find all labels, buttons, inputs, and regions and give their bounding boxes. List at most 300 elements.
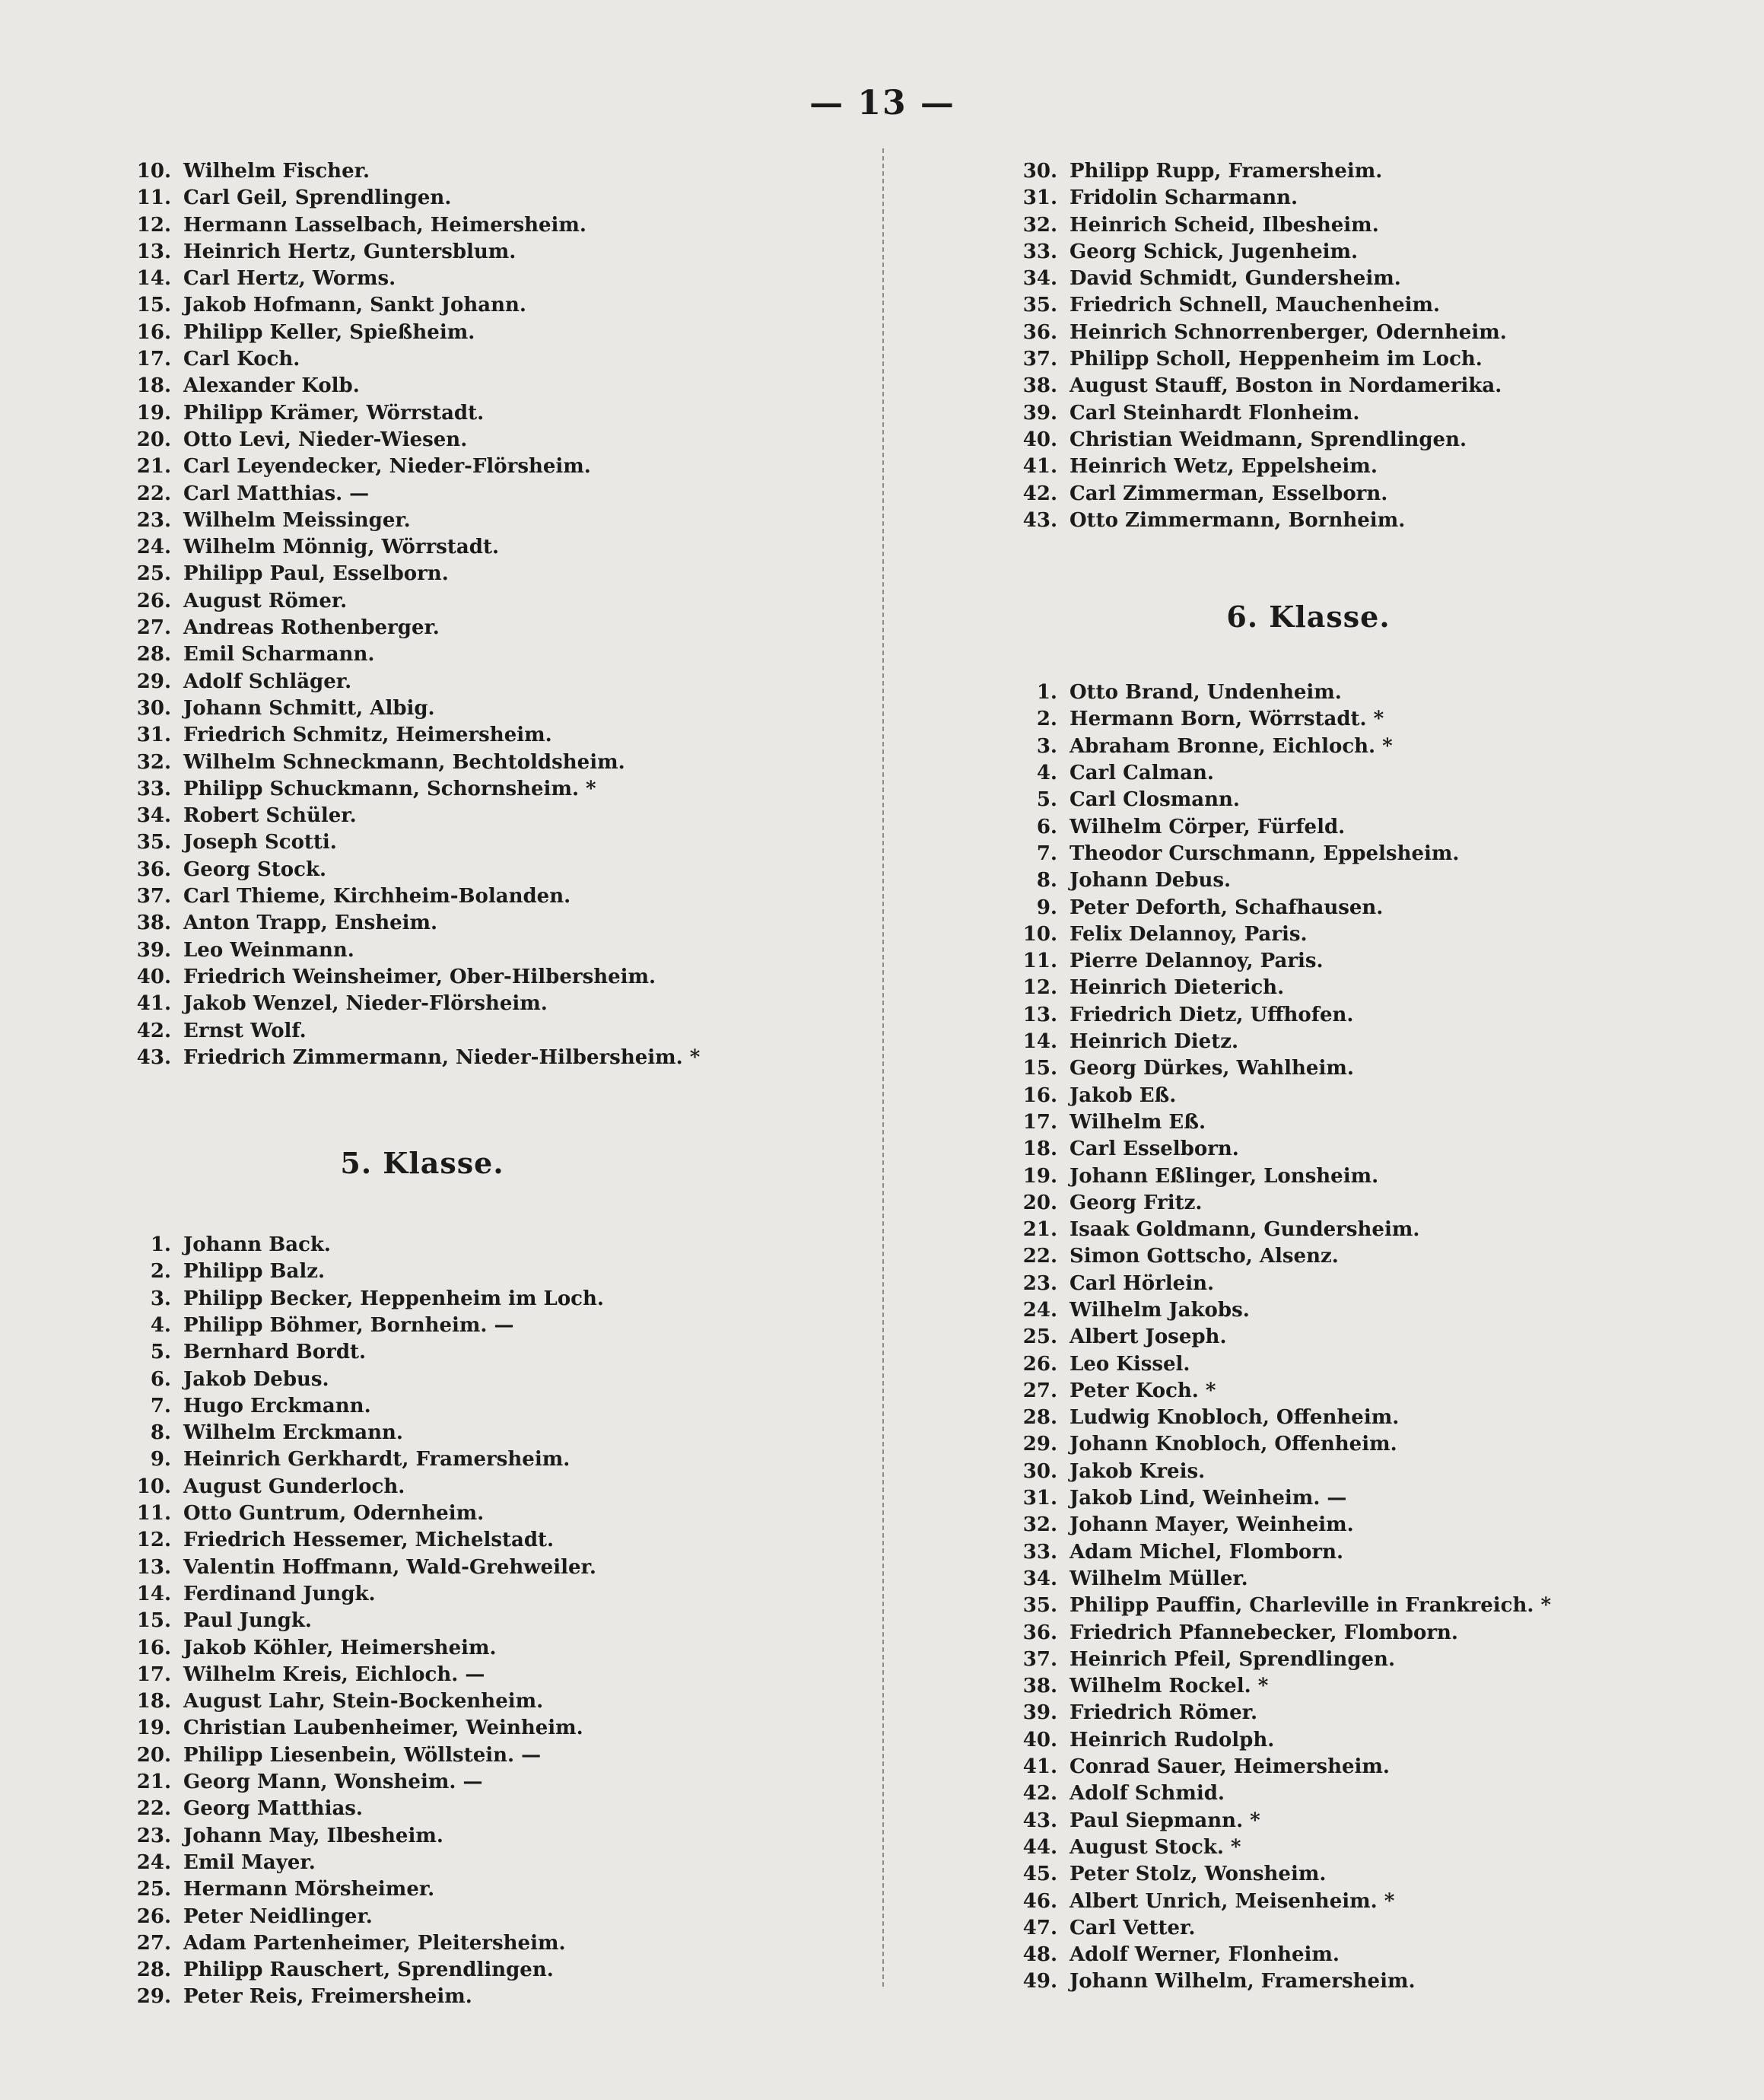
student-name: Otto Guntrum, Odernheim. [183,1502,485,1526]
student-entry [118,857,848,883]
student-entry [1004,1888,1750,1915]
student-name: August Stauff, Boston in Nordamerika. [1070,374,1502,398]
student-name: Abraham Bronne, Eichloch. * [1070,734,1393,758]
entry-number: 18. [136,374,171,398]
student-entry [1004,1029,1750,1055]
entry-number: 17. [136,1662,171,1686]
student-entry [1004,1459,1750,1485]
entry-number: 15. [1022,1057,1057,1080]
student-entry [1004,1109,1750,1136]
student-entry [1004,239,1750,266]
student-entry [118,1984,848,2010]
student-entry [118,1232,848,1258]
student-entry [1004,841,1750,867]
entry-number: 41. [1022,1755,1057,1779]
student-name: Paul Siepmann. * [1070,1809,1260,1832]
student-entry [118,212,848,239]
student-name: Philipp Scholl, Heppenheim im Loch. [1070,348,1483,371]
student-name: Otto Levi, Nieder-Wiesen. [183,428,468,451]
student-name: Philipp Rupp, Framersheim. [1070,160,1383,183]
student-entry [1004,1673,1750,1700]
student-name: Hermann Born, Wörrstadt. * [1070,708,1384,731]
student-name: Johann Eßlinger, Lonsheim. [1070,1164,1379,1188]
entry-number: 35. [1022,1594,1057,1618]
student-name: Wilhelm Jakobs. [1070,1298,1250,1322]
student-name: Georg Schick, Jugenheim. [1070,240,1359,263]
student-entry [1004,814,1750,841]
student-name: Friedrich Hessemer, Michelstadt. [183,1529,555,1552]
entry-number: 19. [136,401,171,425]
student-entry [1004,1512,1750,1538]
student-name: Friedrich Pfannebecker, Flomborn. [1070,1621,1458,1644]
student-entry [118,1957,848,1984]
student-name: Ernst Wolf. [183,1019,307,1042]
student-name: Simon Gottscho, Alsenz. [1070,1245,1339,1268]
entry-number: 37. [1022,1647,1057,1671]
student-name: Carl Steinhardt Flonheim. [1070,401,1360,425]
entry-number: 11. [136,186,171,210]
student-name: Ludwig Knobloch, Offenheim. [1070,1406,1400,1430]
student-name: Leo Kissel. [1070,1352,1190,1376]
student-entry [1004,1808,1750,1834]
column-divider [882,148,884,1990]
entry-number: 35. [1022,294,1057,317]
entry-number: 19. [1022,1164,1057,1188]
student-entry [1004,1647,1750,1673]
entry-number: 14. [136,267,171,291]
student-entry [118,1527,848,1554]
student-entry [118,1850,848,1876]
entry-number: 15. [136,294,171,317]
entry-number: 39. [136,938,171,962]
entry-number: 4. [150,1313,171,1337]
student-entry [118,964,848,991]
student-name: Carl Calman. [1070,762,1214,785]
student-name: Carl Thieme, Kirchheim-Bolanden. [183,885,571,908]
entry-number: 21. [136,1771,171,1794]
left-column [118,158,848,2011]
entry-number: 7. [1036,842,1057,865]
student-name: Wilhelm Erckmann. [183,1421,403,1445]
student-entry [1004,1727,1750,1754]
student-entry [118,883,848,910]
student-entry [118,346,848,373]
student-entry [118,239,848,266]
entry-number: 38. [136,912,171,935]
student-name: Heinrich Wetz, Eppelsheim. [1070,455,1378,479]
student-entry [1004,1324,1750,1351]
student-entry [118,400,848,427]
student-name: Wilhelm Meissinger. [183,508,411,532]
student-name: Philipp Rauschert, Sprendlingen. [183,1958,554,1982]
entry-number: 9. [150,1448,171,1472]
entry-number: 12. [1022,976,1057,1000]
student-entry [118,427,848,453]
entry-number: 10. [136,1475,171,1498]
student-entry [1004,1700,1750,1726]
entry-number: 42. [1022,1782,1057,1806]
entry-number: 39. [1022,1701,1057,1725]
student-entry [1004,1190,1750,1217]
student-name: Jakob Wenzel, Nieder-Flörsheim. [183,992,548,1016]
entry-number: 7. [150,1394,171,1418]
student-entry [1004,787,1750,813]
entry-number: 26. [136,589,171,612]
entry-number: 17. [1022,1110,1057,1134]
student-entry [118,1608,848,1634]
student-entry [1004,292,1750,319]
entry-number: 13. [1022,1003,1057,1026]
student-entry [118,481,848,508]
student-entry [118,1045,848,1071]
student-name: August Stock. * [1070,1835,1241,1859]
student-name: Albert Joseph. [1070,1325,1227,1349]
entry-number: 23. [136,1824,171,1847]
student-entry [118,776,848,803]
student-name: Georg Stock. [183,858,327,881]
student-entry [118,1018,848,1045]
student-entry [1004,481,1750,508]
class-6-list [1004,679,1750,1996]
student-name: Hermann Mörsheimer. [183,1878,435,1901]
entry-number: 9. [1036,896,1057,919]
entry-number: 2. [1036,708,1057,731]
student-name: Joseph Scotti. [183,831,337,854]
student-entry [1004,1834,1750,1861]
entry-number: 29. [136,1985,171,2009]
student-name: August Gunderloch. [183,1475,405,1498]
student-entry [118,1742,848,1769]
right-column [1004,158,1750,1996]
student-entry [118,1393,848,1420]
student-entry [1004,1620,1750,1647]
student-name: Valentin Hoffmann, Wald-Grehweiler. [183,1555,596,1579]
entry-number: 31. [1022,186,1057,210]
student-name: Georg Dürkes, Wahlheim. [1070,1057,1354,1080]
entry-number: 11. [1022,950,1057,973]
student-name: Friedrich Schnell, Mauchenheim. [1070,294,1441,317]
entry-number: 27. [136,1931,171,1955]
entry-number: 40. [1022,428,1057,451]
entry-number: 36. [1022,1621,1057,1644]
student-name: Alexander Kolb. [183,374,360,398]
student-entry [1004,1163,1750,1190]
student-name: Georg Mann, Wonsheim. — [183,1771,483,1794]
student-name: Carl Geil, Sprendlingen. [183,186,452,210]
page-number: — 13 — [809,84,955,123]
student-entry [1004,867,1750,894]
student-name: Philipp Böhmer, Bornheim. — [183,1313,514,1337]
entry-number: 20. [136,428,171,451]
entry-number: 22. [1022,1245,1057,1268]
student-name: Anton Trapp, Ensheim. [183,912,438,935]
student-name: Emil Mayer. [183,1850,316,1874]
student-name: August Römer. [183,589,348,612]
student-name: Wilhelm Schneckmann, Bechtoldsheim. [183,750,625,774]
student-name: Carl Esselborn. [1070,1138,1239,1161]
entry-number: 35. [136,831,171,854]
entry-number: 37. [1022,348,1057,371]
student-name: Carl Matthias. — [183,482,370,505]
student-name: Heinrich Dietz. [1070,1030,1239,1054]
student-name: Isaak Goldmann, Gundersheim. [1070,1218,1420,1242]
entry-number: 33. [1022,1540,1057,1564]
student-entry [118,561,848,587]
entry-number: 17. [136,348,171,371]
student-name: Wilhelm Mönnig, Wörrstadt. [183,536,500,559]
student-name: Heinrich Dieterich. [1070,976,1285,1000]
student-name: Otto Brand, Undenheim. [1070,681,1342,705]
student-entry [118,1769,848,1796]
student-entry [1004,1378,1750,1405]
entry-number: 11. [136,1502,171,1526]
student-entry [118,453,848,480]
student-name: Wilhelm Rockel. * [1070,1675,1269,1698]
student-name: Friedrich Weinsheimer, Ober-Hilbersheim. [183,965,656,988]
student-entry [1004,1566,1750,1592]
student-name: Philipp Balz. [183,1260,326,1284]
class-4-list-continued [118,158,848,1071]
student-entry [1004,212,1750,239]
entry-number: 26. [136,1904,171,1928]
entry-number: 13. [136,240,171,263]
student-entry [118,1904,848,1930]
student-name: Peter Stolz, Wonsheim. [1070,1863,1327,1886]
student-name: Jakob Hofmann, Sankt Johann. [183,294,526,317]
entry-number: 47. [1022,1916,1057,1939]
student-entry [118,266,848,292]
student-entry [118,1876,848,1903]
student-name: Heinrich Schnorrenberger, Odernheim. [1070,320,1507,344]
entry-number: 14. [136,1582,171,1605]
class-5-list [118,1232,848,2011]
student-name: Robert Schüler. [183,804,357,828]
entry-number: 26. [1022,1352,1057,1376]
entry-number: 28. [136,643,171,667]
student-name: Wilhelm Kreis, Eichloch. — [183,1662,485,1686]
student-entry [118,292,848,319]
student-entry [118,1796,848,1822]
student-name: Jakob Kreis. [1070,1459,1206,1483]
entry-number: 30. [1022,160,1057,183]
student-entry [1004,1083,1750,1109]
student-name: Friedrich Zimmermann, Nieder-Hilbersheim. * [183,1045,701,1069]
student-name: Peter Deforth, Schafhausen. [1070,896,1384,919]
student-name: Adolf Schmid. [1070,1782,1225,1806]
entry-number: 21. [1022,1218,1057,1242]
student-entry [118,1339,848,1366]
entry-number: 27. [136,616,171,640]
entry-number: 41. [1022,455,1057,479]
student-entry [1004,400,1750,427]
student-name: Ferdinand Jungk. [183,1582,376,1605]
entry-number: 42. [136,1019,171,1042]
entry-number: 12. [136,1529,171,1552]
student-name: Jakob Lind, Weinheim. — [1070,1487,1347,1510]
entry-number: 36. [136,858,171,881]
entry-number: 1. [1036,681,1057,705]
student-entry [1004,1271,1750,1297]
student-entry [118,1662,848,1688]
student-entry [1004,733,1750,760]
student-entry [118,669,848,695]
student-entry [118,185,848,212]
student-entry [1004,921,1750,948]
student-name: Johann Wilhelm, Framersheim. [1070,1970,1416,1993]
student-entry [118,1581,848,1608]
entry-number: 23. [1022,1271,1057,1295]
student-entry [1004,1861,1750,1888]
student-entry [118,373,848,399]
student-entry [1004,1539,1750,1566]
student-entry [1004,320,1750,346]
student-name: Christian Weidmann, Sprendlingen. [1070,428,1467,451]
entry-number: 45. [1022,1863,1057,1886]
student-name: Adolf Schläger. [183,670,352,693]
entry-number: 19. [136,1717,171,1740]
entry-number: 29. [1022,1433,1057,1456]
student-entry [1004,975,1750,1001]
entry-number: 10. [136,160,171,183]
student-name: Jakob Eß. [1070,1083,1177,1107]
student-name: Carl Hörlein. [1070,1271,1215,1295]
student-name: Adolf Werner, Flonheim. [1070,1943,1340,1967]
student-entry [1004,760,1750,787]
student-entry [118,991,848,1017]
entry-number: 18. [136,1690,171,1713]
student-entry [1004,1485,1750,1512]
student-entry [1004,1754,1750,1780]
entry-number: 33. [136,777,171,800]
student-entry [1004,266,1750,292]
entry-number: 30. [136,696,171,720]
student-name: Wilhelm Müller. [1070,1567,1248,1590]
student-name: Friedrich Dietz, Uffhofen. [1070,1003,1354,1026]
class-6-heading: 6. Klasse. [1226,600,1391,635]
entry-number: 25. [1022,1325,1057,1349]
entry-number: 8. [150,1421,171,1445]
entry-number: 30. [1022,1459,1057,1483]
student-entry [118,1312,848,1339]
student-name: Carl Closmann. [1070,788,1240,812]
student-name: Heinrich Rudolph. [1070,1728,1275,1752]
entry-number: 6. [150,1367,171,1391]
entry-number: 29. [136,670,171,693]
student-name: Felix Delannoy, Paris. [1070,922,1308,946]
entry-number: 1. [150,1233,171,1257]
entry-number: 24. [136,1850,171,1874]
student-entry [118,508,848,534]
student-entry [118,1823,848,1850]
student-name: Johann Knobloch, Offenheim. [1070,1433,1397,1456]
entry-number: 16. [136,1636,171,1659]
student-name: Philipp Paul, Esselborn. [183,562,449,586]
entry-number: 10. [1022,922,1057,946]
entry-number: 38. [1022,374,1057,398]
student-entry [1004,373,1750,399]
student-name: Carl Hertz, Worms. [183,267,396,291]
student-entry [1004,427,1750,453]
student-name: Johann May, Ilbesheim. [183,1824,443,1847]
student-name: Johann Mayer, Weinheim. [1070,1513,1354,1537]
student-entry [118,1474,848,1500]
entry-number: 39. [1022,401,1057,425]
student-name: Adam Michel, Flomborn. [1070,1540,1344,1564]
student-name: Friedrich Römer. [1070,1701,1258,1725]
student-name: Paul Jungk. [183,1609,312,1633]
entry-number: 3. [150,1287,171,1310]
entry-number: 31. [136,724,171,747]
student-entry [118,1635,848,1662]
entry-number: 40. [136,965,171,988]
entry-number: 49. [1022,1970,1057,1993]
student-name: August Lahr, Stein-Bockenheim. [183,1690,544,1713]
student-entry [1004,1351,1750,1378]
entry-number: 24. [1022,1298,1057,1322]
entry-number: 31. [1022,1487,1057,1510]
student-entry [1004,1002,1750,1029]
student-entry [118,829,848,856]
entry-number: 12. [136,213,171,237]
student-name: Heinrich Hertz, Guntersblum. [183,240,516,263]
student-entry [118,158,848,185]
student-name: Wilhelm Fischer. [183,160,370,183]
student-name: Wilhelm Eß. [1070,1110,1206,1134]
student-name: Leo Weinmann. [183,938,354,962]
student-name: Philipp Schuckmann, Schornsheim. * [183,777,596,800]
entry-number: 37. [136,885,171,908]
entry-number: 34. [1022,267,1057,291]
entry-number: 14. [1022,1030,1057,1054]
entry-number: 48. [1022,1943,1057,1967]
student-name: Philipp Becker, Heppenheim im Loch. [183,1287,604,1310]
student-name: Carl Zimmerman, Esselborn. [1070,482,1388,505]
entry-number: 33. [1022,240,1057,263]
student-entry [1004,1592,1750,1619]
student-entry [1004,1217,1750,1243]
student-entry [118,1367,848,1393]
student-name: Philipp Pauffin, Charleville in Frankreich. * [1070,1594,1552,1618]
entry-number: 24. [136,536,171,559]
entry-number: 16. [136,320,171,344]
student-name: Wilhelm Cörper, Fürfeld. [1070,815,1346,838]
student-entry [118,1258,848,1285]
entry-number: 44. [1022,1835,1057,1859]
student-entry [1004,1915,1750,1942]
entry-number: 13. [136,1555,171,1579]
entry-number: 42. [1022,482,1057,505]
student-entry [118,641,848,668]
entry-number: 36. [1022,320,1057,344]
student-entry [118,320,848,346]
entry-number: 32. [136,750,171,774]
entry-number: 21. [136,455,171,479]
entry-number: 18. [1022,1138,1057,1161]
student-entry [118,1420,848,1446]
entry-number: 6. [1036,815,1057,838]
entry-number: 27. [1022,1379,1057,1402]
student-entry [118,910,848,937]
student-entry [118,803,848,829]
student-entry [118,1286,848,1312]
student-name: Philipp Liesenbein, Wöllstein. — [183,1743,542,1767]
student-name: Carl Leyendecker, Nieder-Flörsheim. [183,455,591,479]
student-name: Heinrich Scheid, Ilbesheim. [1070,213,1379,237]
student-name: Otto Zimmermann, Bornheim. [1070,508,1406,532]
class-5-list-continued [1004,158,1750,534]
entry-number: 15. [136,1609,171,1633]
student-name: Peter Reis, Freimersheim. [183,1985,472,2009]
